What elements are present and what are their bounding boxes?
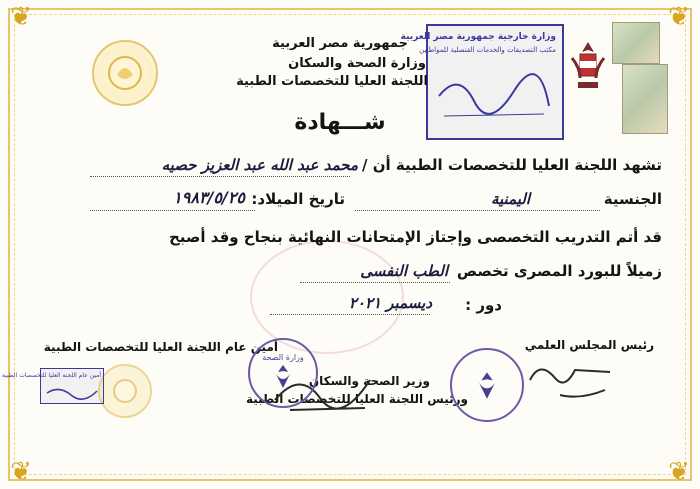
council-signature (520, 350, 620, 410)
completion-text: قد أتم التدريب التخصصى وإجتاز الإمتحانات النهائية بنجاح وقد أصبح (168, 228, 662, 246)
stamp-text: مكتب التصديقات والخدمات القنصلية للمواطنين (419, 46, 556, 54)
corner-ornament-icon: ❦ (668, 2, 690, 32)
ministry-seal (248, 338, 318, 408)
specialty-line (300, 282, 450, 283)
specialty-value: الطب النفسى (360, 262, 448, 280)
committee-seal (450, 348, 524, 422)
nationality-label: الجنسية (603, 190, 662, 208)
intro-text: تشهد اللجنة العليا للتخصصات الطبية أن / (362, 156, 662, 174)
nationality-value: اليمنية (490, 190, 530, 208)
dob-line (90, 210, 255, 211)
egypt-eagle-icon (568, 38, 608, 100)
revenue-stamp (622, 64, 668, 134)
egypt-eagle-icon (471, 369, 503, 401)
egypt-eagle-icon (269, 362, 297, 390)
corner-ornament-icon: ❦ (10, 457, 32, 487)
nationality-line (355, 210, 600, 211)
revenue-stamp (612, 22, 660, 64)
header-country: جمهورية مصر العربية (272, 36, 408, 51)
gold-emblem-icon (92, 40, 158, 106)
gold-emblem-icon (98, 364, 152, 418)
stamp-text: وزارة خارجية جمهورية مصر العربية (400, 32, 556, 42)
stamp-text: أمين عام اللجنة العليا للتخصصات الطبية (2, 372, 101, 379)
committee-head-title: ورئيس اللجنة العليا للتخصصات الطبية (245, 392, 468, 406)
foreign-ministry-stamp (400, 24, 564, 140)
recipient-name: محمد عبد الله عبد العزيز حصيه (161, 156, 358, 174)
session-line (270, 314, 430, 315)
scientific-council-title: رئيس المجلس العلمي (524, 338, 654, 352)
name-line (90, 176, 350, 177)
secretary-stamp (2, 368, 104, 404)
corner-ornament-icon: ❦ (668, 457, 690, 487)
dob-value: ١٩٨٣/٥/٢٥ (173, 188, 245, 207)
minister-title: وزير الصحة والسكان (308, 374, 430, 388)
dob-label: تاريخ الميلاد: (251, 190, 345, 208)
seal-text: وزارة الصحة (262, 352, 304, 362)
session-label: دور : (465, 296, 502, 314)
header-committee: اللجنة العليا للتخصصات الطبية (236, 74, 428, 89)
corner-ornament-icon: ❦ (10, 2, 32, 32)
secretary-general-title: أمين عام اللجنة العليا للتخصصات الطبية (43, 340, 278, 354)
certificate-title: شـــهادة (294, 110, 386, 135)
header-ministry: وزارة الصحة والسكان (288, 56, 426, 71)
fellowship-text: زميلاً للبورد المصرى تخصص (456, 262, 662, 280)
session-value: ديسمبر ٢٠٢١ (348, 294, 432, 312)
